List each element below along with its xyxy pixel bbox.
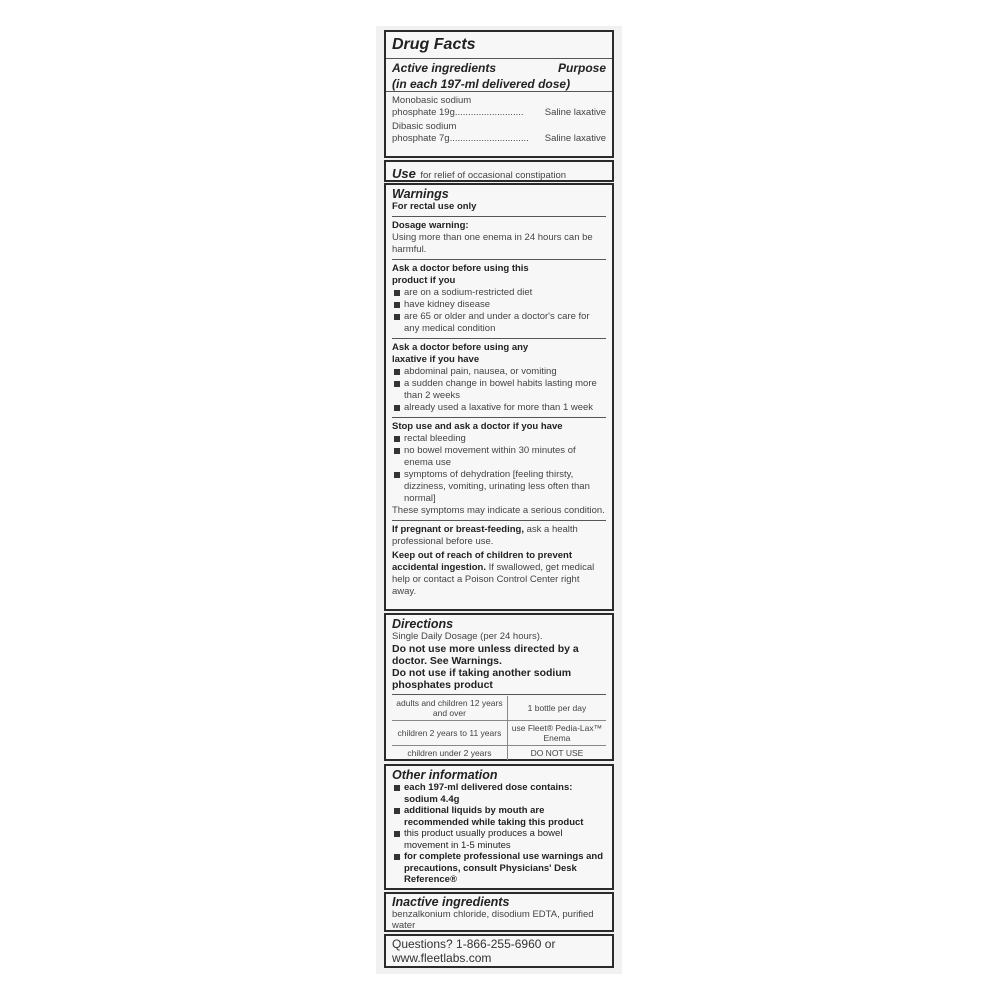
list-item: have kidney disease (392, 299, 606, 311)
active-subheading: (in each 197-ml delivered dose) (392, 77, 571, 91)
ingredient-2-purpose: Saline laxative (544, 133, 606, 144)
other-info-heading: Other information (392, 768, 498, 782)
ingredient-2: Dibasic sodium phosphate 7g .............................. Saline laxative (392, 121, 606, 144)
ingredient-1: Monobasic sodium phosphate 19g .......................... Saline laxative (392, 95, 606, 118)
other-info-panel (384, 764, 614, 890)
list-item: no bowel movement within 30 minutes of enema use (392, 445, 606, 469)
inactive-heading: Inactive ingredients (392, 895, 510, 909)
questions-panel (384, 934, 614, 968)
list-item: for complete professional use warnings and precautions, consult Physicians' Desk Reference® (392, 851, 606, 886)
active-ingredients-panel (384, 30, 614, 158)
table-row: children under 2 years DO NOT USE (392, 746, 606, 761)
children-warning: Keep out of reach of children to prevent accidental ingestion. If swallowed, get medical help or contact a Poison Control Center right away. (392, 550, 595, 597)
active-ingredients-heading: Active ingredients (392, 61, 497, 75)
rectal-use: For rectal use only (392, 201, 477, 212)
page-title: Drug Facts (392, 36, 476, 53)
dosage-warning: Dosage warning: Using more than one enema in 24 hours can be harmful. (392, 220, 593, 255)
directions-heading: Directions (392, 617, 454, 631)
dosage-table (392, 696, 606, 760)
use-heading: Use (392, 166, 416, 181)
list-item: are on a sodium-restricted diet (392, 287, 606, 299)
list-item: a sudden change in bowel habits lasting more than 2 weeks (392, 378, 606, 402)
list-item: additional liquids by mouth are recommended while taking this product (392, 805, 606, 828)
purpose-heading: Purpose (557, 61, 606, 75)
questions-phone: Questions? 1-866-255-6960 or (392, 937, 556, 951)
table-row: children 2 years to 11 years use Fleet® Pedia-Lax™ Enema (392, 721, 606, 746)
list-item: are 65 or older and under a doctor's care for any medical condition (392, 311, 606, 335)
use-text: for relief of occasional constipation (420, 170, 567, 181)
list-item: rectal bleeding (392, 433, 606, 445)
table-row: adults and children 12 years and over 1 bottle per day (392, 696, 606, 721)
ask-doctor-product: Ask a doctor before using this product if you are on a sodium-restricted diet have kidney disease are 65 or older and under a doctor's care for any medical condition (386, 261, 612, 337)
use-panel (384, 160, 614, 182)
warnings-heading: Warnings (392, 187, 449, 201)
pregnancy-warning: If pregnant or breast-feeding, ask a health professional before use. (392, 524, 578, 547)
list-item: abdominal pain, nausea, or vomiting (392, 366, 606, 378)
list-item: symptoms of dehydration [feeling thirsty, dizziness, vomiting, urinating less often than normal] (392, 469, 606, 505)
inactive-panel: Inactive ingredients benzalkonium chloride, disodium EDTA, purified water (384, 892, 614, 932)
stop-use: Stop use and ask a doctor if you have rectal bleeding no bowel movement within 30 minutes of enema use symptoms of dehydration [feeling thirsty, dizziness, vomiting, urinating less often than normal] These symptoms may indicate a serious condition. (392, 421, 605, 516)
list-item: this product usually produces a bowel movement in 1-5 minutes (392, 828, 606, 851)
questions-website: www.fleetlabs.com (392, 951, 492, 965)
ingredient-1-purpose: Saline laxative (544, 107, 606, 118)
warnings-panel (384, 183, 614, 611)
ask-doctor-laxative: Ask a doctor before using any laxative if you have abdominal pain, nausea, or vomiting a sudden change in bowel habits lasting more than 2 weeks already used a laxative for more than 1 week (386, 340, 612, 416)
directions-panel: Directions Single Daily Dosage (per 24 hours). Do not use more unless directed by a doctor. See Warnings. Do not use if taking another sodium phosphates product adults and children 12 years and over 1 bottle per day children 2 years to 11 years use Fleet® Pedia-Lax™ Enema children under 2 years DO NOT USE (384, 613, 614, 761)
list-item: each 197-ml delivered dose contains: sodium 4.4g (392, 782, 606, 805)
list-item: already used a laxative for more than 1 week (392, 402, 606, 414)
